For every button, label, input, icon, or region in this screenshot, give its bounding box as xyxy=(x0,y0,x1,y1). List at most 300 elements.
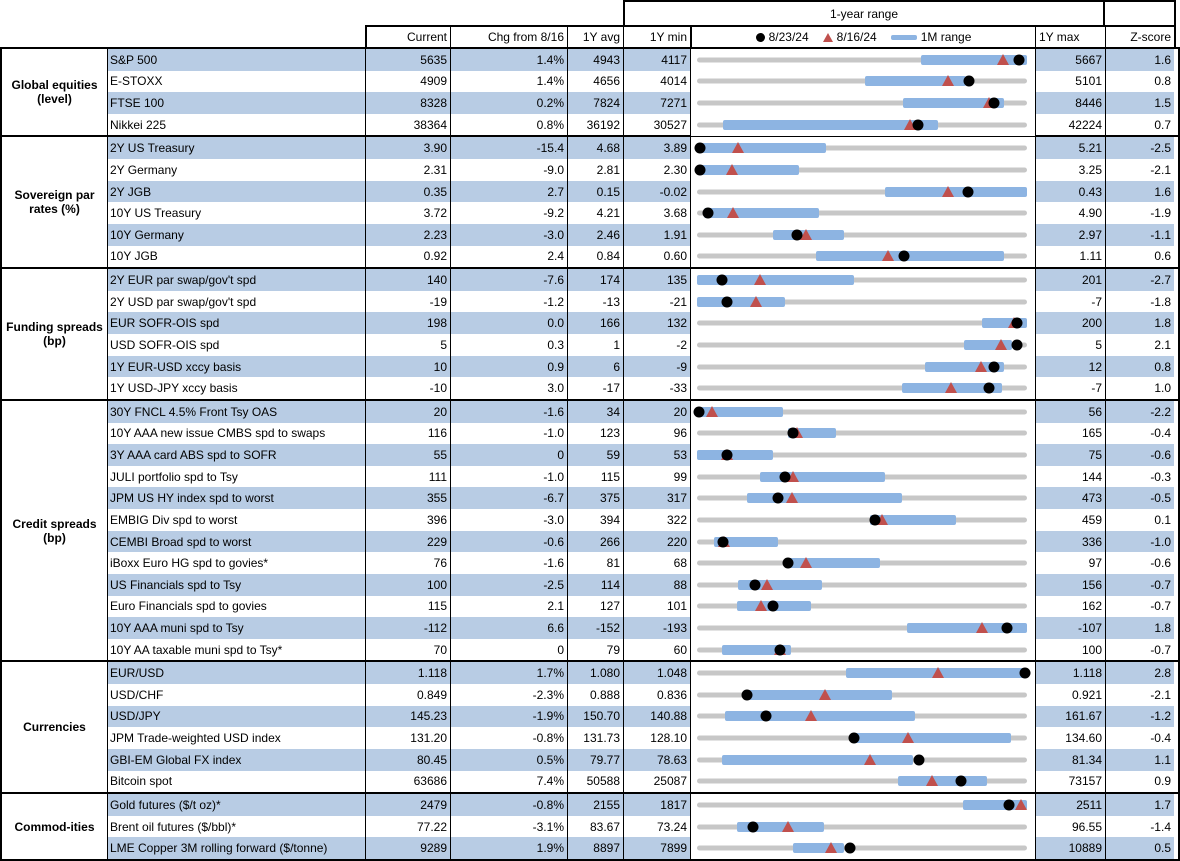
1y-min-value: 30527 xyxy=(623,114,690,136)
chg-from-8-16-value: -1.2 xyxy=(450,291,567,313)
1y-avg-value: 83.67 xyxy=(567,816,623,838)
current-value: 9289 xyxy=(365,837,450,859)
section-commod-ities xyxy=(2,792,1178,859)
range-track-area xyxy=(697,816,1027,838)
current-value: 77.22 xyxy=(365,816,450,838)
1y-max-value: -7 xyxy=(1035,377,1105,399)
prior-week-triangle-icon xyxy=(997,54,1009,65)
prior-week-triangle-icon xyxy=(976,622,988,633)
z-score-value: -0.7 xyxy=(1105,596,1174,618)
prior-week-triangle-icon xyxy=(727,207,739,218)
range-track-area xyxy=(697,49,1027,71)
instrument-label: 30Y FNCL 4.5% Front Tsy OAS xyxy=(108,401,365,423)
z-score-value: 1.7 xyxy=(1105,794,1174,816)
current-dot-icon xyxy=(787,428,798,439)
1y-min-value: 322 xyxy=(623,509,690,531)
current-value: -19 xyxy=(365,291,450,313)
table-row xyxy=(108,137,1178,159)
current-value: 115 xyxy=(365,596,450,618)
1y-min-value: 7271 xyxy=(623,92,690,114)
z-score-value: -0.6 xyxy=(1105,552,1174,574)
current-value: 5 xyxy=(365,334,450,356)
z-score-value: 0.1 xyxy=(1105,509,1174,531)
prior-week-triangle-icon xyxy=(732,142,744,153)
current-value: 111 xyxy=(365,466,450,488)
chg-from-8-16-value: 2.1 xyxy=(450,596,567,618)
z-score-value: -0.3 xyxy=(1105,466,1174,488)
current-dot-icon xyxy=(956,776,967,787)
instrument-label: FTSE 100 xyxy=(108,92,365,114)
current-dot-icon xyxy=(984,383,995,394)
current-value: 3.90 xyxy=(365,137,450,159)
chg-from-8-16-value: 6.6 xyxy=(450,617,567,639)
1y-max-value: 1.118 xyxy=(1035,662,1105,684)
1y-min-value: 4117 xyxy=(623,49,690,71)
1y-max-value: 459 xyxy=(1035,509,1105,531)
1y-min-value: 1817 xyxy=(623,794,690,816)
z-score-value: 2.8 xyxy=(1105,662,1174,684)
1y-max-value: 12 xyxy=(1035,356,1105,378)
range-track-area xyxy=(697,423,1027,445)
prior-week-triangle-icon xyxy=(761,579,773,590)
1y-max-value: 10889 xyxy=(1035,837,1105,859)
range-chart-cell xyxy=(690,727,1035,749)
1y-min-value: 7899 xyxy=(623,837,690,859)
instrument-label: JPM Trade-weighted USD index xyxy=(110,731,281,746)
1y-min-value: 135 xyxy=(623,269,690,291)
group-label: Global equities (level) xyxy=(2,49,108,135)
current-value: 2.23 xyxy=(365,224,450,246)
range-track-area xyxy=(697,334,1027,356)
group-label: Currencies xyxy=(2,662,108,792)
range-track-area xyxy=(697,727,1027,749)
instrument-label: 2Y USD par swap/gov't spd xyxy=(110,294,257,309)
table-body xyxy=(0,47,1180,861)
group-label: Commod-ities xyxy=(2,794,108,859)
range-track-area xyxy=(697,356,1027,378)
section-rows xyxy=(108,269,1178,399)
z-score-value: -0.4 xyxy=(1105,423,1174,445)
range-chart-cell xyxy=(690,684,1035,706)
range-track-area xyxy=(697,224,1027,246)
chg-from-8-16-value: -15.4 xyxy=(450,137,567,159)
1y-min-value: 20 xyxy=(623,401,690,423)
table-row xyxy=(108,71,1178,93)
instrument-label: USD SOFR-OIS spd xyxy=(110,337,220,352)
prior-week-triangle-icon xyxy=(864,754,876,765)
prior-week-triangle-icon xyxy=(805,710,817,721)
range-track-area xyxy=(697,509,1027,531)
instrument-label: 10Y Germany xyxy=(108,224,365,246)
current-value: 145.23 xyxy=(365,706,450,728)
legend-label: 1M range xyxy=(920,30,972,44)
table-row xyxy=(108,596,1178,618)
1y-avg-value: 4943 xyxy=(567,49,623,71)
section-sovereign-par-rates- xyxy=(2,135,1178,267)
section-rows xyxy=(108,49,1178,135)
instrument-label: 1Y USD-JPY xccy basis xyxy=(110,381,238,396)
current-value: 2479 xyxy=(365,794,450,816)
current-value: 55 xyxy=(365,444,450,466)
1y-avg-value: 2.81 xyxy=(567,159,623,181)
1y-avg-value: 266 xyxy=(567,531,623,553)
range-chart-cell xyxy=(690,487,1035,509)
prior-week-triangle-icon xyxy=(995,339,1007,350)
prior-week-triangle-icon xyxy=(975,361,987,372)
1y-min-value: 2.30 xyxy=(623,159,690,181)
1y-min-value: -2 xyxy=(623,334,690,356)
chg-from-8-16-value: 0.0 xyxy=(450,312,567,334)
z-score-value: -0.5 xyxy=(1105,487,1174,509)
z-score-value: 0.6 xyxy=(1105,246,1174,268)
1y-avg-value: 79.77 xyxy=(567,749,623,771)
section-rows xyxy=(108,137,1178,267)
range-chart-cell xyxy=(690,837,1035,859)
chg-from-8-16-value: -2.3% xyxy=(450,684,567,706)
instrument-label: USD/CHF xyxy=(110,687,164,702)
1m-range-bar xyxy=(725,711,915,721)
current-value: 10 xyxy=(365,356,450,378)
table-row xyxy=(108,377,1178,399)
current-value: 100 xyxy=(365,574,450,596)
z-score-value: 1.6 xyxy=(1105,181,1174,203)
chg-from-8-16-value: 3.0 xyxy=(450,377,567,399)
1y-min-value: 0.836 xyxy=(623,684,690,706)
current-value: 5635 xyxy=(365,49,450,71)
current-dot-icon xyxy=(913,119,924,130)
section-credit-spreads-bp- xyxy=(2,399,1178,660)
range-chart-cell xyxy=(690,401,1035,423)
1y-max-value: 2511 xyxy=(1035,794,1105,816)
prior-week-triangle-icon xyxy=(750,296,762,307)
1m-range-bar xyxy=(697,450,773,460)
chg-from-8-16-value: -1.6 xyxy=(450,552,567,574)
instrument-label: iBoxx Euro HG spd to govies* xyxy=(110,556,269,571)
1m-range-bar xyxy=(921,55,1027,65)
table-row xyxy=(108,552,1178,574)
1y-avg-value: 6 xyxy=(567,356,623,378)
1y-max-value: 3.25 xyxy=(1035,159,1105,181)
range-chart-cell xyxy=(690,291,1035,313)
chg-from-8-16-value: 0.2% xyxy=(450,92,567,114)
range-chart-cell xyxy=(690,639,1035,661)
1y-max-value: 100 xyxy=(1035,639,1105,661)
instrument-label: EMBIG Div spd to worst xyxy=(110,512,238,527)
current-dot-icon xyxy=(748,821,759,832)
range-track-area xyxy=(697,401,1027,423)
1y-max-value: 42224 xyxy=(1035,114,1105,136)
range-chart-cell xyxy=(690,531,1035,553)
1y-max-value: 144 xyxy=(1035,466,1105,488)
1y-avg-value: 8897 xyxy=(567,837,623,859)
table-row xyxy=(108,114,1178,136)
1y-max-value: 161.67 xyxy=(1035,706,1105,728)
top-right-empty-cell xyxy=(1105,0,1176,25)
range-track-area xyxy=(697,487,1027,509)
legend-label: 8/23/24 xyxy=(768,30,809,44)
instrument-label: CEMBI Broad spd to worst xyxy=(108,531,365,553)
current-dot-icon xyxy=(898,251,909,262)
1y-range-track xyxy=(697,517,1027,522)
header-spacer xyxy=(0,0,623,25)
z-score-value: -0.7 xyxy=(1105,639,1174,661)
table-row xyxy=(108,202,1178,224)
1y-max-value: 156 xyxy=(1035,574,1105,596)
1y-avg-value: 81 xyxy=(567,552,623,574)
column-header-1y-max: 1Y max xyxy=(1035,25,1105,47)
1y-max-value: 81.34 xyxy=(1035,749,1105,771)
chart-legend xyxy=(690,25,1035,47)
header-spacer-2 xyxy=(0,25,365,47)
1y-avg-value: 131.73 xyxy=(567,727,623,749)
1y-min-value: 4014 xyxy=(623,71,690,93)
1y-avg-value: 150.70 xyxy=(567,706,623,728)
1y-avg-value: 50588 xyxy=(567,771,623,793)
instrument-label: JPM US HY index spd to worst xyxy=(108,487,365,509)
table-row xyxy=(108,246,1178,268)
range-title: 1-year range xyxy=(829,6,899,21)
current-value: 140 xyxy=(365,269,450,291)
prior-week-triangle-icon xyxy=(882,250,894,261)
range-track-area xyxy=(697,137,1027,159)
table-row xyxy=(108,794,1178,816)
1y-max-value: 162 xyxy=(1035,596,1105,618)
1y-avg-value: 127 xyxy=(567,596,623,618)
range-track-area xyxy=(697,291,1027,313)
range-track-area xyxy=(697,771,1027,793)
instrument-label: Gold futures ($/t oz)* xyxy=(108,794,365,816)
section-funding-spreads-bp- xyxy=(2,267,1178,399)
range-chart-cell xyxy=(690,181,1035,203)
chg-from-8-16-value: 1.7% xyxy=(450,662,567,684)
current-value: 131.20 xyxy=(365,727,450,749)
z-score-value: 0.8 xyxy=(1105,356,1174,378)
1m-range-bar xyxy=(747,493,902,503)
instrument-label: 3Y AAA card ABS spd to SOFR xyxy=(108,444,365,466)
range-chart-cell xyxy=(690,444,1035,466)
1y-min-value: 132 xyxy=(623,312,690,334)
1m-range-bar xyxy=(704,208,820,218)
current-dot-icon xyxy=(1012,318,1023,329)
current-value: 1.118 xyxy=(365,662,450,684)
z-score-value: -0.4 xyxy=(1105,727,1174,749)
column-header-current: Current xyxy=(365,25,450,47)
chg-from-8-16-value: -0.8% xyxy=(450,794,567,816)
range-track-area xyxy=(697,706,1027,728)
1y-max-value: 0.921 xyxy=(1035,684,1105,706)
1y-max-value: 473 xyxy=(1035,487,1105,509)
prior-week-triangle-icon xyxy=(902,732,914,743)
range-chart-cell xyxy=(690,312,1035,334)
instrument-label: Brent oil futures ($/bbl)* xyxy=(110,819,237,834)
z-score-value: -2.2 xyxy=(1105,401,1174,423)
1y-min-value: 3.68 xyxy=(623,202,690,224)
table-row xyxy=(108,509,1178,531)
prior-week-triangle-icon xyxy=(945,382,957,393)
1y-avg-value: -17 xyxy=(567,377,623,399)
1y-avg-value: 4.68 xyxy=(567,137,623,159)
prior-week-triangle-icon xyxy=(786,492,798,503)
range-track-area xyxy=(697,269,1027,291)
1m-range-bar xyxy=(722,755,913,765)
range-chart-cell xyxy=(690,466,1035,488)
current-dot-icon xyxy=(721,450,732,461)
range-chart-cell xyxy=(690,224,1035,246)
table-row xyxy=(108,181,1178,203)
current-dot-icon xyxy=(845,843,856,854)
current-dot-icon xyxy=(702,208,713,219)
legend-item xyxy=(756,30,809,44)
current-dot-icon xyxy=(780,471,791,482)
1y-max-value: 1.11 xyxy=(1035,246,1105,268)
1y-max-value: 165 xyxy=(1035,423,1105,445)
table-row xyxy=(108,617,1178,639)
1y-max-value: 73157 xyxy=(1035,771,1105,793)
current-dot-icon xyxy=(963,76,974,87)
table-row xyxy=(108,444,1178,466)
table-row xyxy=(108,291,1178,313)
prior-week-triangle-icon xyxy=(726,164,738,175)
instrument-label: LME Copper 3M rolling forward ($/tonne) xyxy=(108,837,365,859)
1y-max-value: 0.43 xyxy=(1035,181,1105,203)
1y-max-value: 201 xyxy=(1035,269,1105,291)
triangle-icon xyxy=(823,33,833,42)
1y-avg-value: 2155 xyxy=(567,794,623,816)
1y-avg-value: 166 xyxy=(567,312,623,334)
range-chart-cell xyxy=(690,509,1035,531)
1y-max-value: 5 xyxy=(1035,334,1105,356)
column-header-chg: Chg from 8/16 xyxy=(450,25,567,47)
current-dot-icon xyxy=(1003,799,1014,810)
1y-min-value: 128.10 xyxy=(623,727,690,749)
instrument-label: Bitcoin spot xyxy=(110,774,173,789)
range-chart-cell xyxy=(690,159,1035,181)
range-track-area xyxy=(697,684,1027,706)
range-chart-cell xyxy=(690,749,1035,771)
current-value: 63686 xyxy=(365,771,450,793)
1m-range-bar xyxy=(898,776,987,786)
group-label: Sovereign par rates (%) xyxy=(2,137,108,267)
range-track-area xyxy=(697,181,1027,203)
1y-max-value: 96.55 xyxy=(1035,816,1105,838)
range-track-area xyxy=(697,639,1027,661)
z-score-value: 1.0 xyxy=(1105,377,1174,399)
z-score-value: -2.1 xyxy=(1105,684,1174,706)
range-track-area xyxy=(697,92,1027,114)
1y-max-value: -107 xyxy=(1035,617,1105,639)
z-score-value: -0.6 xyxy=(1105,444,1174,466)
range-track-area xyxy=(697,114,1027,136)
current-dot-icon xyxy=(870,514,881,525)
current-value: 355 xyxy=(365,487,450,509)
z-score-value: 0.5 xyxy=(1105,837,1174,859)
chg-from-8-16-value: 0.9 xyxy=(450,356,567,378)
chg-from-8-16-value: -0.8% xyxy=(450,727,567,749)
range-track-area xyxy=(697,794,1027,816)
prior-week-triangle-icon xyxy=(754,274,766,285)
legend-label: 8/16/24 xyxy=(836,30,877,44)
chg-from-8-16-value: -3.0 xyxy=(450,224,567,246)
instrument-label: 10Y AA taxable muni spd to Tsy* xyxy=(110,642,283,657)
current-value: 8328 xyxy=(365,92,450,114)
z-score-value: -2.5 xyxy=(1105,137,1174,159)
z-score-value: -1.1 xyxy=(1105,224,1174,246)
legend-item xyxy=(823,30,877,44)
instrument-label: 2Y JGB xyxy=(108,181,365,203)
1y-max-value: 336 xyxy=(1035,531,1105,553)
table-row xyxy=(108,269,1178,291)
1y-avg-value: -13 xyxy=(567,291,623,313)
prior-week-triangle-icon xyxy=(800,557,812,568)
section-rows xyxy=(108,401,1178,660)
prior-week-triangle-icon xyxy=(1015,799,1027,810)
current-value: 0.35 xyxy=(365,181,450,203)
group-label: Credit spreads (bp) xyxy=(2,401,108,660)
current-value: 4909 xyxy=(365,71,450,93)
chg-from-8-16-value: 0.8% xyxy=(450,114,567,136)
table-row xyxy=(108,487,1178,509)
range-track-area xyxy=(697,202,1027,224)
table-row xyxy=(108,816,1178,838)
1y-min-value: 68 xyxy=(623,552,690,574)
1y-min-value: 3.89 xyxy=(623,137,690,159)
section-global-equities-level- xyxy=(2,49,1178,135)
chg-from-8-16-value: -1.9% xyxy=(450,706,567,728)
1y-min-value: 0.60 xyxy=(623,246,690,268)
1y-max-value: 75 xyxy=(1035,444,1105,466)
current-dot-icon xyxy=(717,536,728,547)
chg-from-8-16-value: -1.0 xyxy=(450,466,567,488)
current-dot-icon xyxy=(760,711,771,722)
range-chart-cell xyxy=(690,706,1035,728)
1y-min-value: 1.048 xyxy=(623,662,690,684)
table-row xyxy=(108,423,1178,445)
current-dot-icon xyxy=(849,733,860,744)
1y-avg-value: 4656 xyxy=(567,71,623,93)
1y-min-value: -33 xyxy=(623,377,690,399)
z-score-value: -2.7 xyxy=(1105,269,1174,291)
column-header-z-score: Z-score xyxy=(1105,25,1176,47)
1m-range-bar xyxy=(700,143,825,153)
table-row xyxy=(108,356,1178,378)
range-track-area xyxy=(697,837,1027,859)
prior-week-triangle-icon xyxy=(706,406,718,417)
range-track-area xyxy=(697,466,1027,488)
section-rows xyxy=(108,662,1178,792)
1y-range-track xyxy=(697,79,1027,84)
range-chart-cell xyxy=(690,423,1035,445)
instrument-label: USD/JPY xyxy=(108,706,365,728)
chg-from-8-16-value: 7.4% xyxy=(450,771,567,793)
1y-max-value: 97 xyxy=(1035,552,1105,574)
legend-item xyxy=(891,30,972,44)
1y-min-value: -0.02 xyxy=(623,181,690,203)
range-track-area xyxy=(697,159,1027,181)
range-chart-cell xyxy=(690,334,1035,356)
instrument-label: 2Y EUR par swap/gov't spd xyxy=(108,269,365,291)
range-chart-cell xyxy=(690,92,1035,114)
instrument-label: 10Y JGB xyxy=(110,249,158,264)
current-dot-icon xyxy=(742,689,753,700)
chg-from-8-16-value: 0.3 xyxy=(450,334,567,356)
prior-week-triangle-icon xyxy=(932,667,944,678)
current-dot-icon xyxy=(1012,339,1023,350)
current-dot-icon xyxy=(1020,668,1031,679)
current-dot-icon xyxy=(721,296,732,307)
table-row xyxy=(108,92,1178,114)
current-value: 3.72 xyxy=(365,202,450,224)
range-track-area xyxy=(697,596,1027,618)
